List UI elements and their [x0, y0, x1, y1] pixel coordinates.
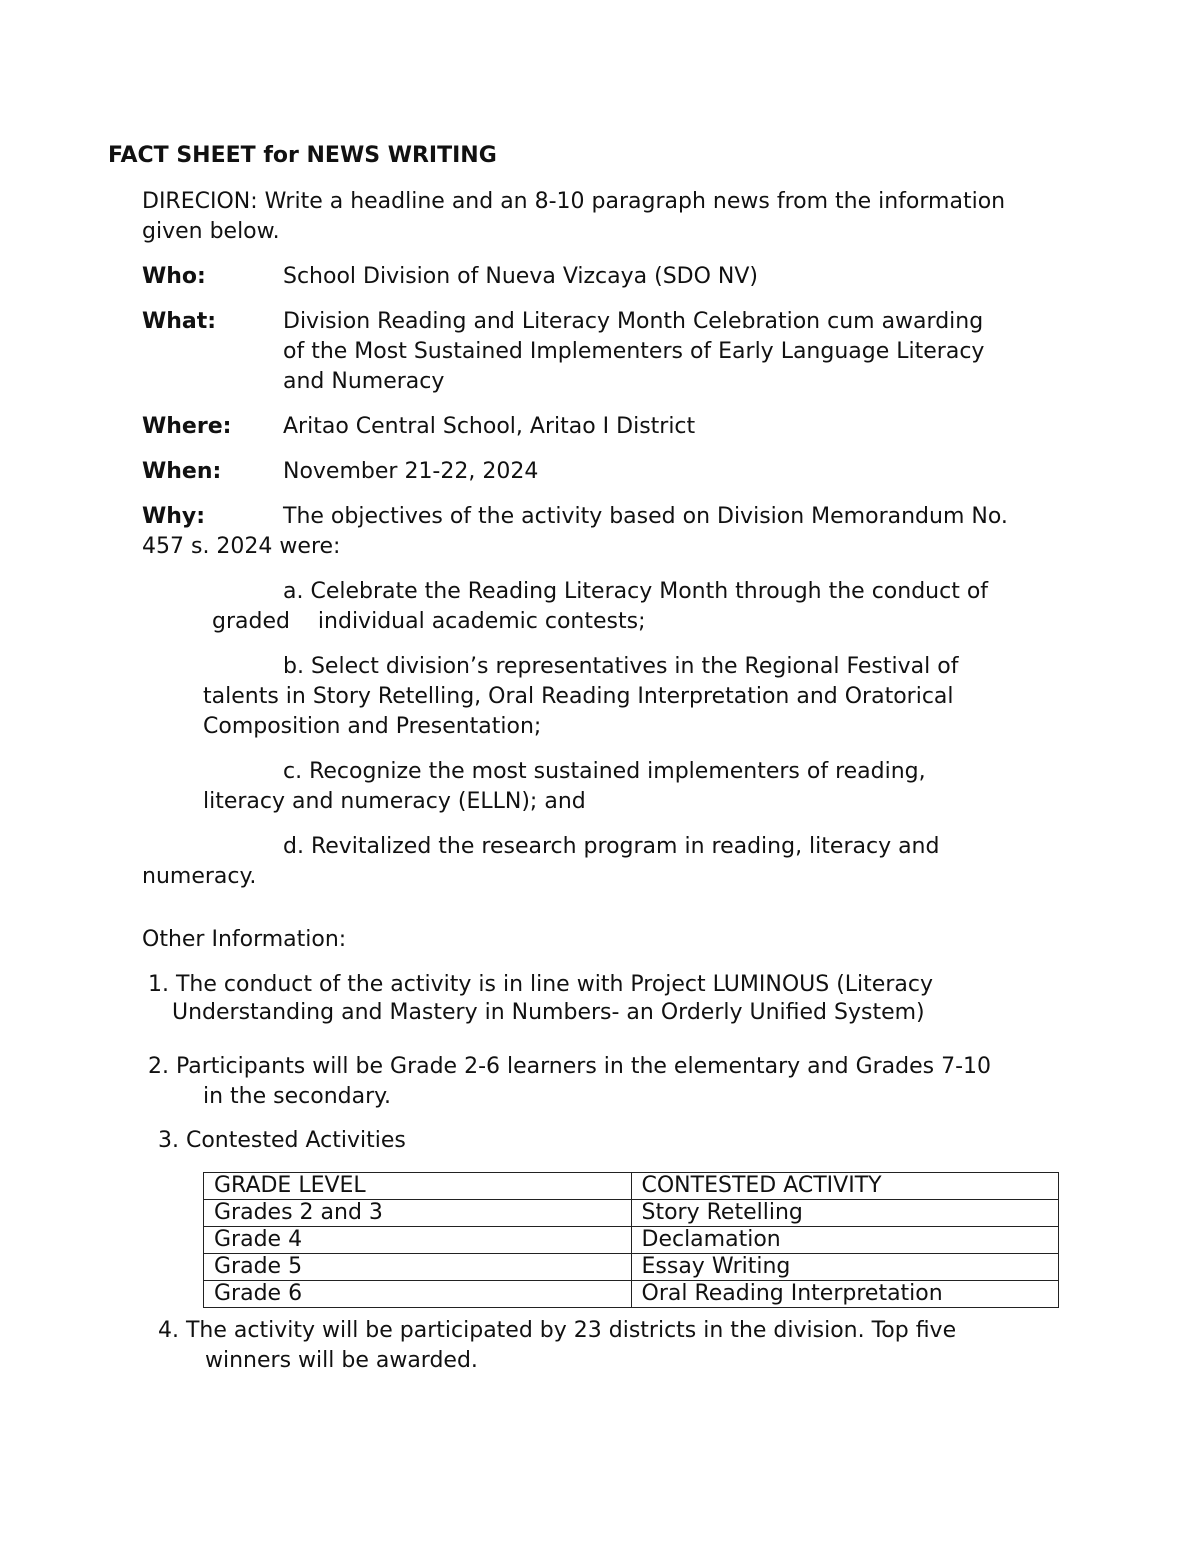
objective-c-line-2: literacy and numeracy (ELLN); and: [203, 789, 586, 814]
table-row: [204, 1254, 1059, 1281]
objective-d-line-1: d. Revitalized the research program in reading, literacy and: [283, 834, 940, 859]
who-value: School Division of Nueva Vizcaya (SDO NV): [283, 264, 758, 289]
objective-b-line-3: Composition and Presentation;: [203, 714, 542, 739]
other-info-item-3: 3. Contested Activities: [158, 1128, 406, 1153]
objective-a-line-1: a. Celebrate the Reading Literacy Month through the conduct of: [283, 579, 989, 604]
direction-line-1: DIRECION: Write a headline and an 8-10 paragraph news from the information: [142, 189, 1006, 214]
table-header-cell: GRADE LEVEL: [204, 1173, 632, 1200]
table-cell: Story Retelling: [631, 1200, 1059, 1227]
what-value-line-3: and Numeracy: [283, 369, 445, 394]
table-row: [204, 1200, 1059, 1227]
table-header-cell: CONTESTED ACTIVITY: [631, 1173, 1059, 1200]
table-cell: Declamation: [631, 1227, 1059, 1254]
where-value: Aritao Central School, Aritao I District: [283, 414, 696, 439]
page-title: FACT SHEET for NEWS WRITING: [108, 143, 497, 168]
table-cell: Oral Reading Interpretation: [631, 1281, 1059, 1308]
what-value-line-2: of the Most Sustained Implementers of Early Language Literacy: [283, 339, 985, 364]
table-cell: Grade 4: [204, 1227, 632, 1254]
why-value-line-2: 457 s. 2024 were:: [142, 534, 341, 559]
other-info-item-1-line-2: Understanding and Mastery in Numbers- an Orderly Unified System): [172, 1000, 925, 1025]
when-label: When:: [142, 459, 222, 484]
what-label: What:: [142, 309, 217, 334]
other-info-item-1-line-1: 1. The conduct of the activity is in line with Project LUMINOUS (Literacy: [148, 972, 933, 997]
objective-c-line-1: c. Recognize the most sustained implementers of reading,: [283, 759, 926, 784]
other-info-item-2-line-2: in the secondary.: [203, 1084, 392, 1109]
other-info-item-4-line-1: 4. The activity will be participated by 23 districts in the division. Top five: [158, 1318, 957, 1343]
table-cell: Grade 5: [204, 1254, 632, 1281]
why-value-line-1: The objectives of the activity based on Division Memorandum No.: [283, 504, 1008, 529]
why-label: Why:: [142, 504, 206, 529]
direction-line-2: given below.: [142, 219, 280, 244]
table-cell: Grade 6: [204, 1281, 632, 1308]
other-info-item-2-line-1: 2. Participants will be Grade 2-6 learners in the elementary and Grades 7-10: [148, 1054, 992, 1079]
table-header-row: [204, 1173, 1059, 1200]
objective-d-line-2: numeracy.: [142, 864, 257, 889]
table-cell: Grades 2 and 3: [204, 1200, 632, 1227]
when-value: November 21-22, 2024: [283, 459, 539, 484]
other-info-heading: Other Information:: [142, 927, 347, 952]
contested-activities-table: [203, 1172, 1059, 1308]
who-label: Who:: [142, 264, 206, 289]
objective-b-line-2: talents in Story Retelling, Oral Reading Interpretation and Oratorical: [203, 684, 954, 709]
table-cell: Essay Writing: [631, 1254, 1059, 1281]
other-info-item-4-line-2: winners will be awarded.: [205, 1348, 478, 1373]
objective-b-line-1: b. Select division’s representatives in the Regional Festival of: [283, 654, 959, 679]
what-value-line-1: Division Reading and Literacy Month Celebration cum awarding: [283, 309, 984, 334]
objective-a-line-2: graded individual academic contests;: [212, 609, 646, 634]
table-row: [204, 1281, 1059, 1308]
table-row: [204, 1227, 1059, 1254]
where-label: Where:: [142, 414, 232, 439]
